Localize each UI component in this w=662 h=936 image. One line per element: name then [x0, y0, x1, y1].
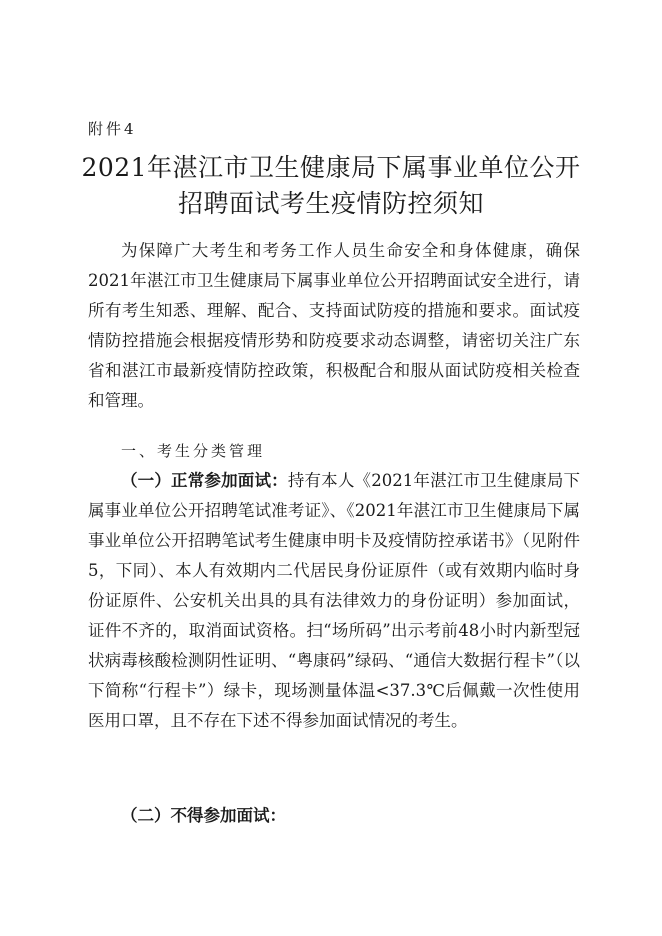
attachment-label: 附件4 [88, 120, 137, 138]
item-normal-attend [88, 466, 580, 736]
item-not-attend-label: （二）不得参加面试： [121, 806, 286, 825]
item-normal-attend-label: （一）正常参加面试： [121, 471, 288, 490]
section-heading-classification: 一、考生分类管理 [121, 442, 266, 460]
document-title-line2: 招聘面试考生疫情防控须知 [177, 189, 484, 218]
intro-paragraph: 为保障广大考生和考务工作人员生命安全和身体健康，确保2021年湛江市卫生健康局下属事业单位公开招聘面试安全进行，请所有考生知悉、理解、配合、支持面试防疫的措施和要求。面试疫情防控措施会根据疫情形势和防疫要求动态调整，请密切关注广东省和湛江市最新疫情防控政策，积极配合和服从面试防疫相关检查和管理。 [88, 241, 580, 410]
document-title-line1: 2021年湛江市卫生健康局下属事业单位公开 [81, 153, 581, 182]
item-normal-attend-text: 持有本人《2021年湛江市卫生健康局下属事业单位公开招聘笔试准考证》、《2021年湛江市卫生健康局下属事业单位公开招聘笔试考生健康申明卡及疫情防控承诺书》（见附件5，下同）、本人有效期内二代居民身份证原件（或有效期内临时身份证原件、公安机关出具的具有法律效力的身份证明）参加面试，证件不齐的，取消面试资格。扫“场所码”出示考前48小时内新型冠状病毒核酸检测阴性证明、“粤康码”绿码、“通信大数据行程卡”（以下简称“行程卡”）绿卡，现场测量体温<37.3℃后佩戴一次性使用医用口罩，且不存在下述不得参加面试情况的考生。 [88, 471, 581, 730]
